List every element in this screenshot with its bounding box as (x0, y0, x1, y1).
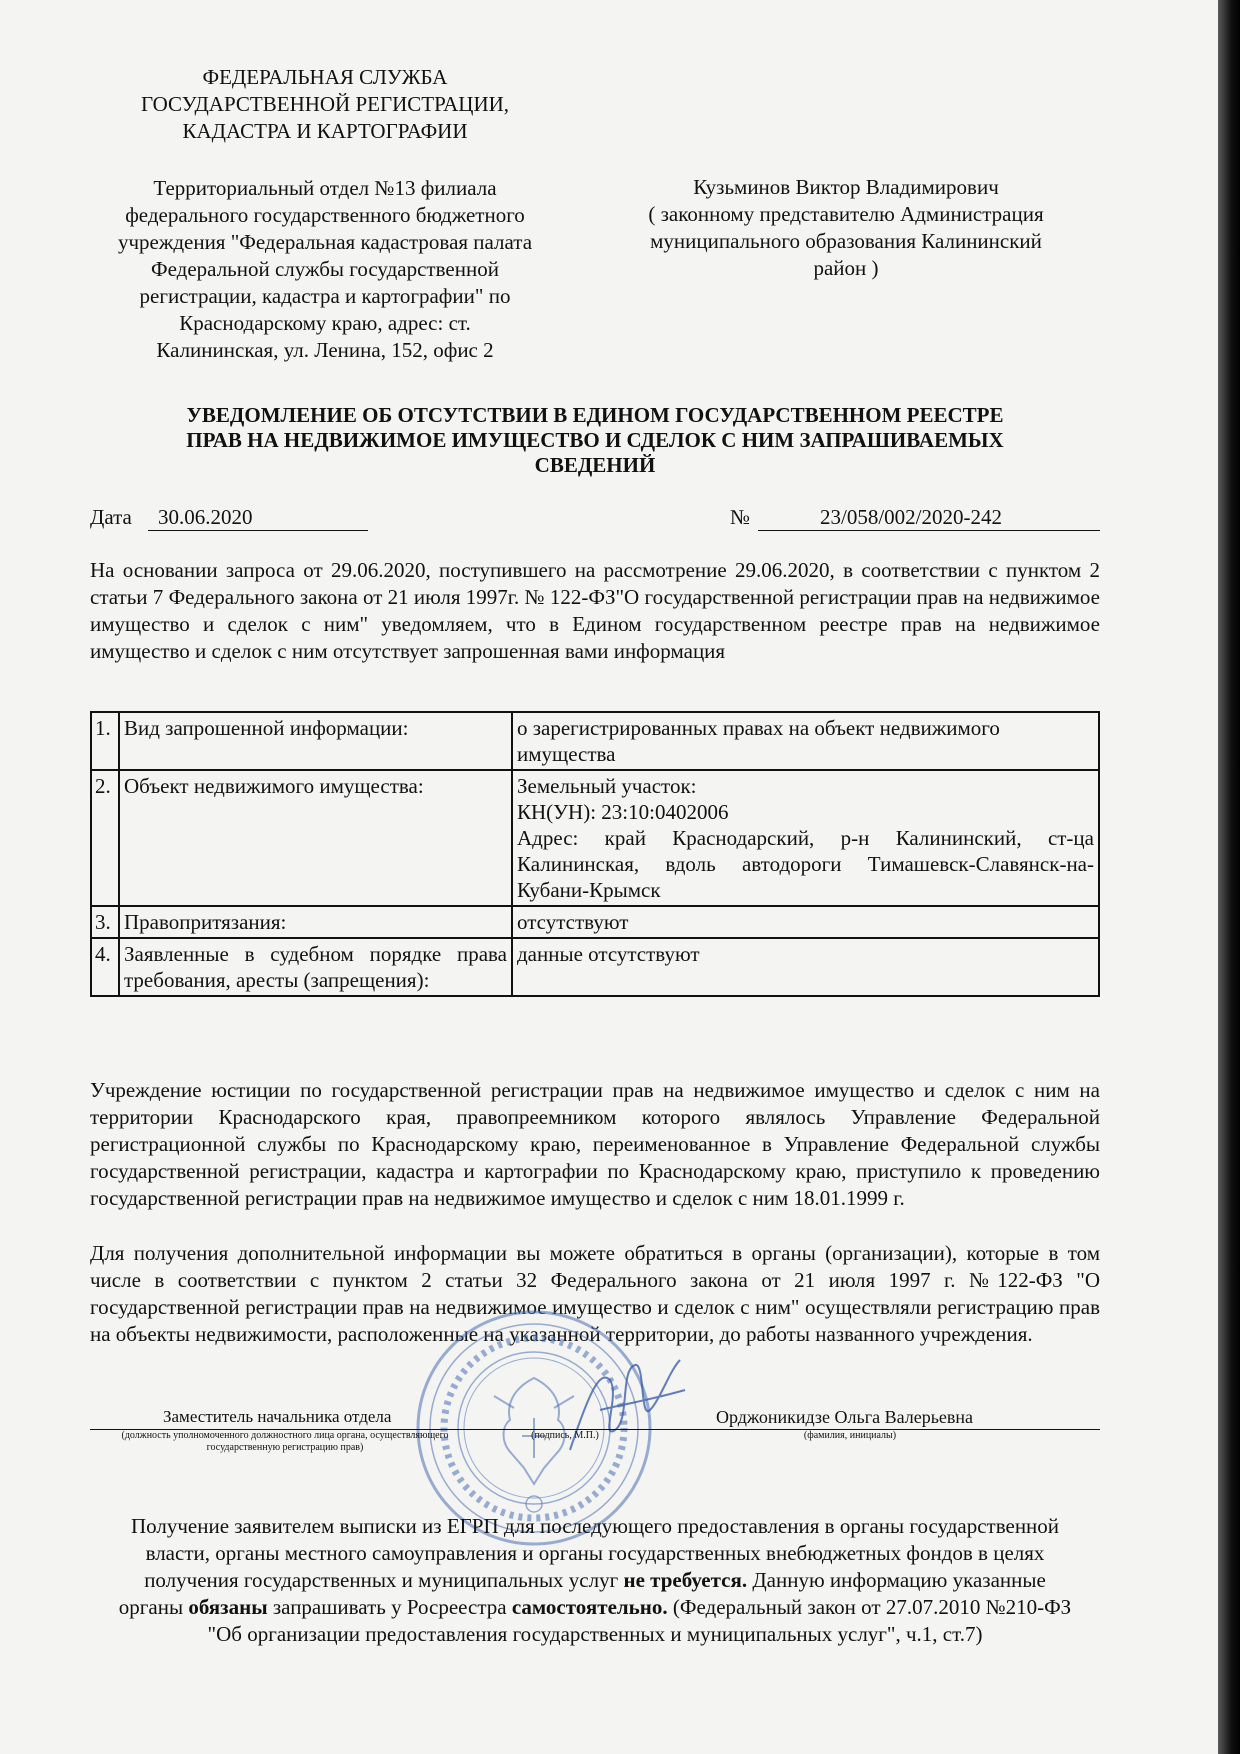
row-value: Земельный участок: КН(УН): 23:10:0402006 Адрес: край Краснодарский, р-н Калининский, ст-ца Калининская, вдоль автодороги Тимашевск-Славянск-на-Кубани-Крымск (512, 770, 1099, 906)
signer-name: Орджоникидзе Ольга Валерьевна (716, 1407, 974, 1427)
number-value: 23/058/002/2020-242 (758, 505, 1100, 531)
emphasis-not-required: не требуется. (623, 1568, 748, 1592)
document-title: УВЕДОМЛЕНИЕ ОБ ОТСУТСТВИИ В ЕДИНОМ ГОСУДАРСТВЕННОМ РЕЕСТРЕ ПРАВ НА НЕДВИЖИМОЕ ИМУЩЕСТВО И СДЕЛОК С НИМ ЗАПРАШИВАЕМЫХ СВЕДЕНИЙ (186, 403, 1004, 477)
row-number: 4. (91, 938, 119, 996)
signer-position: Заместитель начальника отдела (163, 1407, 392, 1426)
emphasis-independently: самостоятельно. (511, 1595, 668, 1619)
registration-history-paragraph: Учреждение юстиции по государственной регистрации прав на недвижимое имущество и сделок с ним на территории Краснодарского края, правопреемником которого являлось Управление Федеральной регистрационной службы по Краснодарскому краю, переименованное в Управление Федеральной службы государственной регистрации, кадастра и картографии по Краснодарскому краю, приступило к проведению государственной регистрации прав на недвижимое имущество и сделок с ним 18.01.1999 г. (90, 1078, 1100, 1210)
caption-position: (должность уполномоченного должностного лица органа, осуществляющего государственную регистрацию прав) (121, 1430, 449, 1453)
info-table (90, 711, 1100, 997)
department-address: Территориальный отдел №13 филиала федерального государственного бюджетного учреждения "Федеральная кадастровая палата Федеральной службы государственной регистрации, кадастра и картографии" по Краснодарскому краю, адрес: ст. Калининская, ул. Ленина, 152, офис 2 (117, 176, 533, 362)
row-number: 3. (91, 906, 119, 938)
additional-info-paragraph: Для получения дополнительной информации вы можете обратиться в органы (организации), которые в том числе в соответствии с пунктом 2 статьи 32 Федерального закона от 21 июля 1997 г. №122-ФЗ "О государственной регистрации прав на недвижимое имущество и сделок с ним" осуществляли регистрацию прав на объекты недвижимости, расположенные на указанной территории, до работы названного учреждения. (90, 1241, 1100, 1346)
signature-line (90, 1403, 1100, 1430)
number-label: № (730, 505, 751, 529)
intro-paragraph: На основании запроса от 29.06.2020, поступившего на рассмотрение 29.06.2020, в соответствии с пунктом 2 статьи 7 Федерального закона от 21 июля 1997г. № 122-ФЗ"О государственной регистрации прав на недвижимое имущество и сделок с ним" уведомляем, что в Едином государственном реестре прав на недвижимое имущество и сделок с ним отсутствует запрошенная вами информация (90, 558, 1100, 663)
row-number: 2. (91, 770, 119, 906)
row-number: 1. (91, 712, 119, 770)
scan-edge-shadow (1218, 0, 1240, 1754)
issuer-block (90, 64, 560, 364)
date-label: Дата (90, 505, 132, 529)
table-row (91, 906, 1099, 938)
row-label: Правопритязания: (119, 906, 512, 938)
date-value: 30.06.2020 (148, 505, 368, 531)
row-label: Объект недвижимого имущества: (119, 770, 512, 906)
row-value: о зарегистрированных правах на объект недвижимого имущества (512, 712, 1099, 770)
row-value: данные отсутствуют (512, 938, 1099, 996)
table-row (91, 712, 1099, 770)
footer-notice: Получение заявителем выписки из ЕГРП для последующего предоставления в органы государственной власти, органы местного самоуправления и органы государственных внебюджетных фондов в целях получения государственных и муниципальных услуг не требуется. Данную информацию указанные органы обязаны запрашивать у Росреестра самостоятельно. (Федеральный закон от 27.07.2010 №210-ФЗ "Об организации предоставления государственных и муниципальных услуг", ч.1, ст.7) (118, 1514, 1072, 1646)
agency-name: ФЕДЕРАЛЬНАЯ СЛУЖБА ГОСУДАРСТВЕННОЙ РЕГИСТРАЦИИ, КАДАСТРА И КАРТОГРАФИИ (140, 65, 510, 143)
row-value: отсутствуют (512, 906, 1099, 938)
row-label: Заявленные в судебном порядке права требования, аресты (запрещения): (119, 938, 512, 996)
recipient-block: Кузьминов Виктор Владимирович ( законному представителю Администрация муниципального образования Калининский район ) (648, 175, 1044, 280)
table-row (91, 938, 1099, 996)
table-row (91, 770, 1099, 906)
caption-name: (фамилия, инициалы) (803, 1430, 897, 1441)
emphasis-obliged: обязаны (188, 1595, 268, 1619)
row-label: Вид запрошенной информации: (119, 712, 512, 770)
date-number-line (90, 505, 1100, 535)
caption-signature: (подпись, М.П.) (531, 1430, 599, 1441)
